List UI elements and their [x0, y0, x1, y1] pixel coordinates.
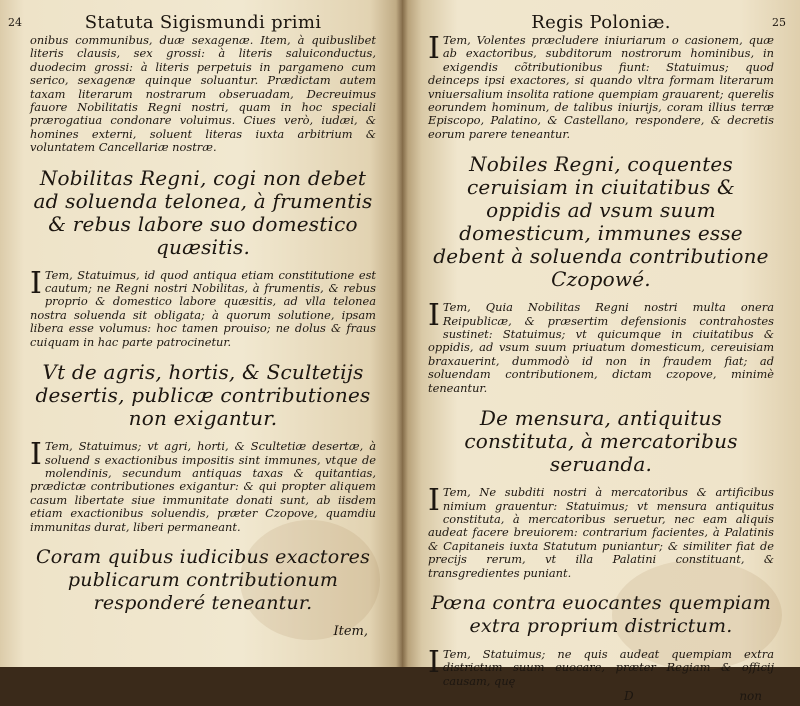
page-number: 24: [8, 16, 22, 29]
drop-cap: I: [30, 265, 42, 301]
section-heading: Nobilitas Regni, cogi non debet ad soluenda telonea, à frumentis & rebus labore suo domestico quæsitis.: [33, 165, 373, 259]
right-page-header: [428, 6, 786, 34]
paragraph: I Tem, Ne subditi nostri à mercatoribus & artificibus nimium grauentur: Statuimus; vt mensura antiquitus constituta, à mercatoribus seruetur, nec eam aliquis audeat facere breuiorem: contrarium facientes, à Palatinis & Capitaneis iuxta Statutum puniantur; & similiter fiat de precijs rerum, vt illa Palatini constituant, & transgredientes puniant.: [428, 483, 774, 580]
section-heading: Pœna contra euocantes quempiam extra proprium districtum.: [431, 591, 771, 637]
paragraph: I Tem, Statuimus, id quod antiqua etiam constitutione est cautum; ne Regni nostri Nobilitas, à frumentis, & rebus proprio & domestico labore quæsitis, ad vlla telonea nostra soluenda sit obligata; à quorum solutione, ipsam libera esse volumus: hoc tamen prouiso; ne dolus & fraus cuiquam in hac parte patrocinetur.: [30, 265, 376, 349]
page-number: 25: [772, 16, 786, 29]
signature-mark: D: [624, 689, 634, 704]
drop-cap: I: [428, 31, 440, 66]
left-page-body: [30, 34, 376, 638]
drop-cap: I: [30, 437, 42, 473]
running-head: Regis Poloniæ.: [531, 12, 671, 33]
paragraph: I Tem, Volentes præcludere iniuriarum o casionem, quæ ab exactoribus, subditorum nostrorum hominibus, in exigendis cõtributionibus fiunt: Statuimus; quod deinceps ipsi exactores, si quando vltra formam literarum vniuersalium insolita ratione quempiam grauarent; querelis eorundem hominum, de talibus iniurijs, coram illius terræ Episcopo, Palatino, & Castellano, respondere, & decretis eorum parere teneantur.: [428, 31, 774, 141]
drop-cap: I: [428, 298, 440, 334]
paragraph: I Tem, Statuimus; vt agri, horti, & Scultetiæ desertæ, à soluend s exactionibus impositis sint immunes, vtque de molendinis, secundum antiquas taxas & quitantias, prædictæ contributiones exigantur: & qui propter aliquem casum libertate siue immunitate donati sunt, ab iisdem etiam exactionibus soluendis, præter Czopove, quamdiu immunitas durat, liberi permaneant.: [30, 437, 376, 534]
section-heading: Coram quibus iudicibus exactores publicarum contributionum responderé teneantur.: [35, 545, 371, 614]
drop-cap: I: [428, 483, 440, 519]
book-gutter: [396, 0, 408, 667]
catchword: non: [739, 689, 762, 704]
section-heading: De mensura, antiquitus constituta, à mercatoribus seruanda.: [464, 406, 738, 477]
right-page: [402, 0, 800, 704]
paragraph: I Tem, Statuimus; ne quis audeat quempiam extra districtum suum euocare, præter Regiam & officij causam, quę: [428, 644, 774, 688]
left-page-header: [8, 6, 376, 34]
paragraph: onibus communibus, duæ sexagenæ. Item, à quibuslibet literis clausis, sex grossi: à literis saluiconductus, duodecim grossi: à literis perpetuis in pargameno cum serico, sexagenæ quinque soluantur. Prædictam autem taxam literarum nostrarum obseruadam, Decreuimus fauore Nobilitatis Regni nostri, quam in hoc speciali prærogatiua condonare voluimus. Ciues verò, iudæi, & homines externi, soluent literas iuxta arbitrium & voluntatem Cancellariæ nostræ.: [30, 33, 376, 155]
catchword: Item,: [333, 623, 368, 639]
section-heading: Nobiles Regni, coquentes ceruisiam in ciuitatibus & oppidis ad vsum suum domesticum, immunes esse debent à soluenda contributione Czopowé.: [433, 152, 769, 292]
paragraph: I Tem, Quia Nobilitas Regni nostri multa onera Reipublicæ, & præsertim defensionis contrahostes sustinet: Statuimus; vt quicumque in ciuitatibus & oppidis, ad vsum suum priuatum domesticum, cereuisiam braxauerint, dummodò id non in fraudem fiat; ad soluendam contributionem, dictam czopove, minimè teneantur.: [428, 298, 774, 395]
page-footer: [428, 690, 774, 706]
running-head: Statuta Sigismundi primi: [84, 12, 322, 33]
drop-cap: I: [428, 644, 440, 680]
section-heading: Vt de agris, hortis, & Scultetijs desertis, publicæ contributiones non exigantur.: [35, 360, 371, 431]
left-page: [0, 0, 402, 667]
right-page-body: [428, 31, 774, 706]
